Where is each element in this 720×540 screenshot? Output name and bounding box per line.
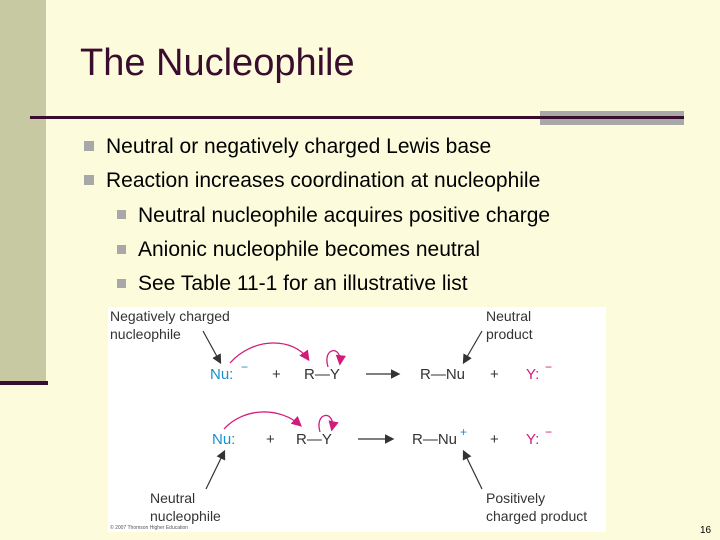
- substrate: R—Y: [304, 366, 340, 383]
- charge-sign: +: [460, 425, 468, 439]
- reaction-figure: [108, 307, 606, 532]
- electron-arrow: [319, 415, 333, 432]
- sub-bullet-item: See Table 11-1 for an illustrative list: [138, 272, 468, 295]
- label-bottom-right-1: Positively: [486, 490, 546, 506]
- pointer-arrow: [203, 331, 220, 362]
- charge-sign: −: [241, 360, 249, 374]
- bullet-item: Neutral or negatively charged Lewis base: [106, 135, 492, 158]
- sub-bullet-item: Neutral nucleophile acquires positive charge: [138, 204, 551, 227]
- label-top-left-2: nucleophile: [110, 326, 181, 342]
- label-bottom-right-2: charged product: [486, 508, 588, 524]
- sub-bullet-marker: [117, 245, 126, 254]
- page-number: 16: [700, 525, 712, 536]
- pointer-arrow: [206, 452, 224, 489]
- sidebar-accent-line: [0, 381, 48, 385]
- leaving-group: Y:: [526, 431, 540, 448]
- pointer-arrow: [464, 331, 482, 362]
- figure-credit: © 2007 Thomson Higher Education: [110, 525, 189, 531]
- substrate: R—Y: [296, 431, 332, 448]
- label-top-left-1: Negatively charged: [110, 308, 230, 324]
- slide-title: The Nucleophile: [80, 42, 355, 84]
- reaction-diagram: [108, 307, 606, 532]
- bullet-marker: [84, 175, 94, 185]
- nucleophile: Nu:: [212, 431, 236, 448]
- plus-sign: +: [272, 366, 281, 383]
- bullet-marker: [84, 141, 94, 151]
- sidebar-bar: [0, 0, 46, 384]
- sub-bullet-marker: [117, 279, 126, 288]
- product: R—Nu: [412, 431, 458, 448]
- product: R—Nu: [420, 366, 466, 383]
- sub-bullet-marker: [117, 210, 126, 219]
- sub-bullet-item: Anionic nucleophile becomes neutral: [138, 238, 481, 261]
- nucleophile: Nu:: [210, 366, 234, 383]
- leaving-group: Y:: [526, 366, 540, 383]
- label-top-right-2: product: [486, 326, 533, 342]
- bullet-item: Reaction increases coordination at nucleophile: [106, 169, 541, 192]
- label-top-right-1: Neutral: [486, 308, 532, 324]
- title-rule-accent: [540, 111, 684, 125]
- plus-sign: +: [266, 431, 275, 448]
- charge-sign: −: [545, 360, 553, 374]
- electron-arrow: [224, 412, 300, 429]
- label-bottom-left-1: Neutral: [150, 490, 196, 506]
- plus-sign: +: [490, 431, 499, 448]
- label-bottom-left-2: nucleophile: [150, 508, 221, 524]
- plus-sign: +: [490, 366, 499, 383]
- charge-sign: −: [545, 425, 553, 439]
- electron-arrow: [327, 351, 340, 367]
- pointer-arrow: [464, 452, 482, 489]
